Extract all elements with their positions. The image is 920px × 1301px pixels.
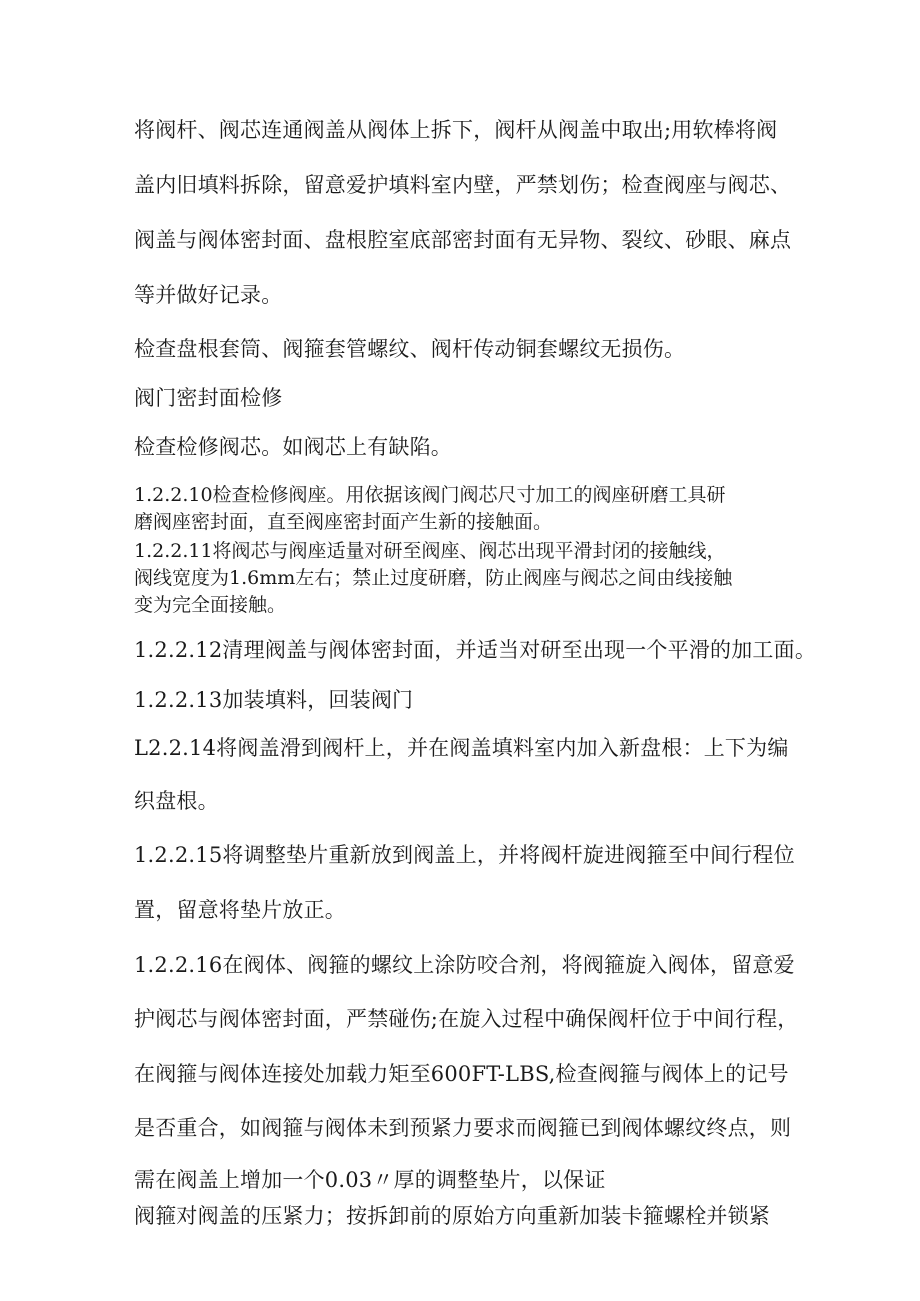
text-line: 需在阀盖上增加一个0.03〃厚的调整垫片，以保证 [134,1168,606,1192]
text-line: 1.2.2.13加装填料，回装阀门 [134,688,414,712]
text-line: 1.2.2.12清理阀盖与阀体密封面，并适当对研至出现一个平滑的加工面。 [134,638,817,662]
text-line: 将阀杆、阀芯连通阀盖从阀体上拆下，阀杆从阀盖中取出;用软棒将阀 [134,118,778,142]
text-line: 1.2.2.11将阀芯与阀座适量对研至阀座、阀芯出现平滑封闭的接触线， [134,540,726,562]
text-line: 等并做好记录。 [134,283,283,307]
text-line: 在阀箍与阀体连接处加载力矩至600FT-LBS,检查阀箍与阀体上的记号 [134,1062,789,1086]
text-line: 检查盘根套筒、阀箍套管螺纹、阀杆传动铜套螺纹无损伤。 [134,337,686,361]
text-line: 1.2.2.16在阀体、阀箍的螺纹上涂防咬合剂，将阀箍旋入阀体，留意爱 [134,953,795,977]
text-line: 织盘根。 [134,789,219,813]
text-line: 变为完全面接触。 [134,594,287,616]
section-heading: 阀门密封面检修 [134,386,283,410]
text-line: 是否重合，如阀箍与阀体未到预紧力要求而阀箍已到阀体螺纹终点，则 [134,1116,792,1140]
text-line: L2.2.14将阀盖滑到阀杆上，并在阀盖填料室内加入新盘根：上下为编 [134,736,789,760]
text-line: 阀盖与阀体密封面、盘根腔室底部密封面有无异物、裂纹、砂眼、麻点 [134,228,792,252]
text-line: 盖内旧填料拆除，留意爱护填料室内壁，严禁划伤；检查阀座与阀芯、 [134,173,792,197]
text-line: 阀箍对阀盖的压紧力；按拆卸前的原始方向重新加装卡箍螺栓并锁紧 [134,1204,770,1228]
text-line: 护阀芯与阀体密封面，严禁碰伤;在旋入过程中确保阀杆位于中间行程， [134,1007,799,1031]
text-line: 置，留意将垫片放正。 [134,898,346,922]
text-line: 磨阀座密封面，直至阀座密封面产生新的接触面。 [134,511,553,533]
text-line: 1.2.2.10检查检修阀座。用依据该阀门阀芯尺寸加工的阀座研磨工具研 [134,484,726,506]
text-line: 阀线宽度为1.6mm左右；禁止过度研磨，防止阀座与阀芯之间由线接触 [134,567,733,589]
text-line: 1.2.2.15将调整垫片重新放到阀盖上，并将阀杆旋进阀箍至中间行程位 [134,843,795,867]
text-line: 检查检修阀芯。如阀芯上有缺陷。 [134,435,452,459]
